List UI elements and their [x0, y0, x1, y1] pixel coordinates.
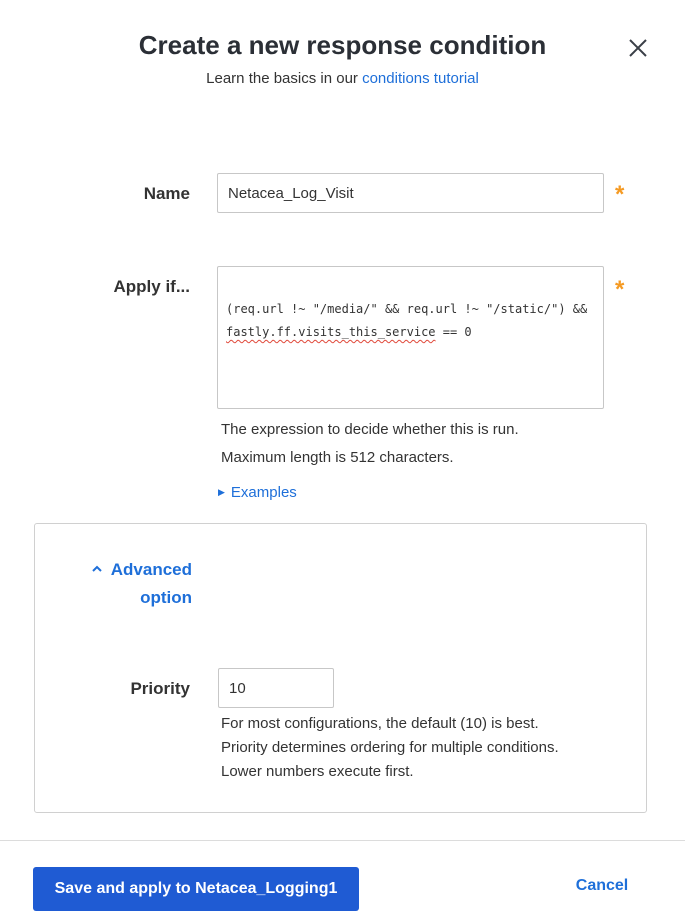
expression-line-2-rest: == 0: [435, 325, 472, 339]
examples-label: Examples: [230, 484, 297, 501]
modal-title: Create a new response condition: [138, 30, 547, 60]
apply-if-textarea[interactable]: [217, 266, 604, 409]
advanced-label-line-2: option: [140, 588, 192, 607]
conditions-tutorial-link[interactable]: conditions tutorial: [362, 70, 479, 87]
expression-misspelled-token: fastly.ff.visits_this_service: [226, 325, 436, 339]
resize-handle-icon[interactable]: [590, 395, 600, 405]
cancel-button[interactable]: Cancel: [575, 877, 629, 894]
apply-if-help-line-1: The expression to decide whether this is run.: [221, 421, 519, 438]
footer-divider: [0, 840, 685, 841]
name-input[interactable]: [217, 173, 604, 213]
priority-help-line-1: For most configurations, the default (10) is best.: [221, 715, 539, 732]
modal-subtitle: [0, 70, 685, 87]
advanced-option-toggle[interactable]: [80, 556, 192, 612]
close-icon[interactable]: [626, 36, 650, 60]
priority-input[interactable]: [218, 668, 334, 708]
subtitle-text: Learn the basics in our: [206, 70, 363, 87]
caret-right-icon: ▶: [218, 487, 225, 497]
examples-toggle[interactable]: [218, 484, 297, 501]
save-and-apply-button[interactable]: Save and apply to Netacea_Logging1: [33, 867, 359, 911]
expression-line-1: (req.url !~ "/media/" && req.url !~ "/static/") &&: [226, 302, 588, 316]
chevron-up-icon: [91, 560, 111, 579]
priority-label: Priority: [130, 679, 190, 698]
apply-if-required-marker: *: [615, 276, 625, 303]
apply-if-label: Apply if...: [113, 277, 190, 296]
apply-if-help-line-2: Maximum length is 512 characters.: [221, 449, 454, 466]
name-required-marker: *: [615, 181, 625, 208]
priority-help-line-3: Lower numbers execute first.: [221, 763, 414, 780]
priority-help-line-2: Priority determines ordering for multiple conditions.: [221, 739, 559, 756]
name-label: Name: [143, 184, 190, 203]
advanced-label-line-1: Advanced: [110, 560, 192, 579]
